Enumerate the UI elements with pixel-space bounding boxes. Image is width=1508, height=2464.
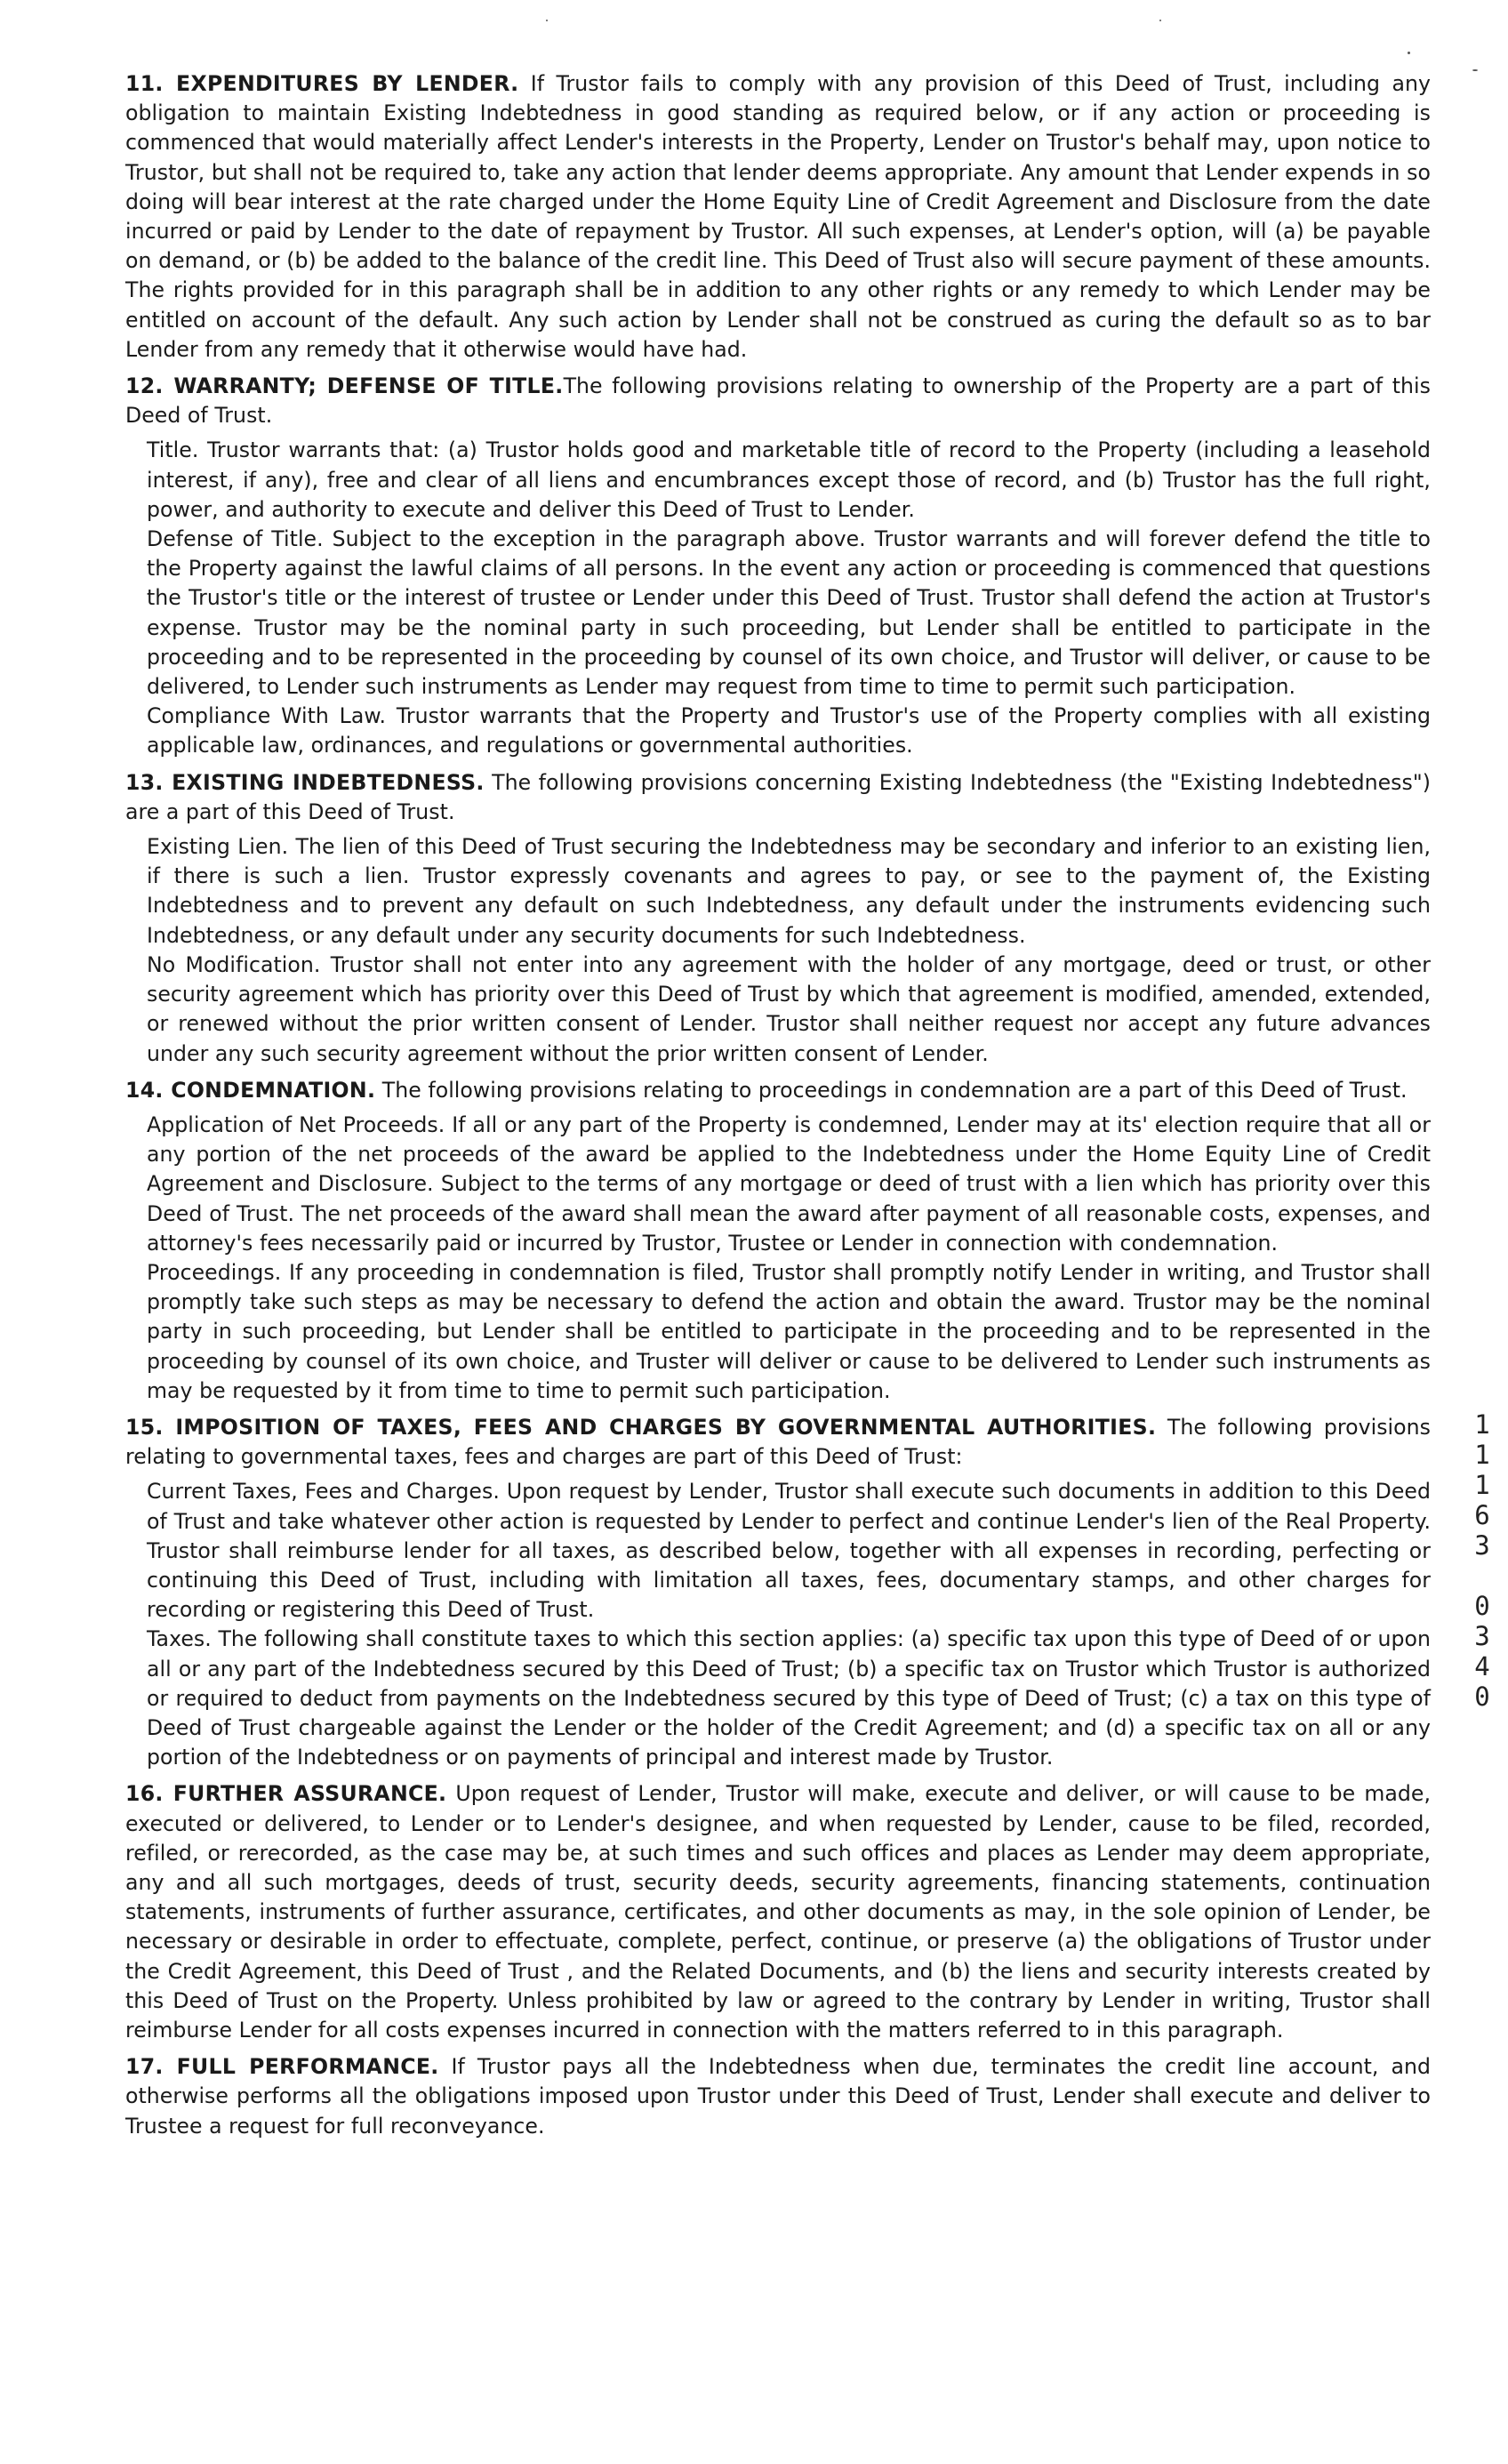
- section-13-existing-indebtedness: [125, 768, 1431, 1069]
- subsection-title: Title. Trustor warrants that: (a) Trustor holds good and marketable title of record to the Property (including a leasehold interest, if any), free and clear of all liens and encumbrances except those of record, and (b) Trustor has the full right, power, and authority to execute and deliver this Deed of Trust to Lender.: [147, 437, 1431, 522]
- stamp-gap: [1467, 1561, 1497, 1591]
- section-text: The following provisions relating to proceedings in condemnation are a part of this Deed of Trust.: [375, 1077, 1408, 1103]
- stamp-digit: 1: [1474, 1440, 1490, 1470]
- subsection-list: [147, 1111, 1431, 1406]
- subsection-current-taxes: Current Taxes, Fees and Charges. Upon request by Lender, Trustor shall execute such documents in addition to this Deed of Trust and take whatever other action is requested by Lender to perfect and continue Lender's lien of the Real Property. Trustor shall reimburse lender for all taxes, as described below, together with all expenses in recording, perfecting or continuing this Deed of Trust, including with limitation all taxes, fees, documentary stamps, and other charges for recording or registering this Deed of Trust.: [147, 1479, 1431, 1623]
- subsection-existing-lien: Existing Lien. The lien of this Deed of Trust securing the Indebtedness may be secondary and inferior to an existing lien, if there is such a lien. Trustor expressly covenants and agrees to pay, or see to the payment of, the Existing Indebtedness and to prevent any default on such Indebtedness, any default under the instruments evidencing such Indebtedness, or any default under any security documents for such Indebtedness.: [147, 834, 1431, 948]
- section-heading: 11. EXPENDITURES BY LENDER.: [125, 71, 519, 96]
- subsection-no-modification: No Modification. Trustor shall not enter into any agreement with the holder of any mortgage, deed or trust, or other security agreement which has priority over this Deed of Trust by which that agreement is modified, amended, extended, or renewed without the prior written consent of Lender. Trustor shall neither request nor accept any future advances under any such security agreement without the prior written consent of Lender.: [147, 951, 1431, 1066]
- subsection-defense-of-title: Defense of Title. Subject to the exception in the paragraph above. Trustor warrants and will forever defend the title to the Property against the lawful claims of all persons. In the event any action or proceeding is commenced that questions the Trustor's title or the interest of trustee or Lender under this Deed of Trust. Trustor shall defend the action at Trustor's expense. Trustor may be the nominal party in such proceeding, but Lender shall be entitled to participate in the proceeding and to be represented in the proceeding by counsel of its own choice, and Trustor will deliver, or cause to be delivered, to Lender such instruments as Lender may request from time to time to permit such participation.: [147, 526, 1431, 700]
- stamp-digit: 1: [1474, 1470, 1490, 1500]
- stamp-digit: 3: [1474, 1621, 1490, 1651]
- scan-speck: [1159, 20, 1161, 21]
- document-body: [125, 69, 1431, 2148]
- subsection-proceedings: Proceedings. If any proceeding in condemnation is filed, Trustor shall promptly notify Lender in writing, and Trustor shall promptly take such steps as may be necessary to defend the action and obtain the award. Trustor may be the nominal party in such proceeding, but Lender shall be entitled to participate in the proceeding and to be represented in the proceeding by counsel of its own choice, and Truster will deliver or cause to be delivered to Lender such instruments as may be requested by it from time to time to permit such participation.: [147, 1259, 1431, 1403]
- section-12-warranty: [125, 372, 1431, 761]
- section-14-condemnation: [125, 1076, 1431, 1406]
- section-15-taxes: [125, 1413, 1431, 1772]
- subsection-taxes: Taxes. The following shall constitute taxes to which this section applies: (a) specific tax upon this type of Deed of or upon all or any part of the Indebtedness secured by this Deed of Trust; (b) a specific tax on Trustor which Trustor is authorized or required to deduct from payments on the Indebtedness secured by this type of Deed of Trust; (c) a tax on this type of Deed of Trust chargeable against the Lender or the holder of the Credit Agreement; and (d) a specific tax on all or any portion of the Indebtedness or on payments of principal and interest made by Trustor.: [147, 1626, 1431, 1770]
- section-16-further-assurance: [125, 1779, 1431, 2045]
- section-text: The following provisions concerning Existing Indebtedness (the "Existing Indebtedness") are a part of this Deed of Trust.: [125, 769, 1432, 824]
- subsection-list: [147, 832, 1431, 1069]
- section-heading: 17. FULL PERFORMANCE.: [125, 2054, 439, 2080]
- stamp-digit: 1: [1474, 1409, 1490, 1440]
- section-heading: 16. FURTHER ASSURANCE.: [125, 1781, 447, 1807]
- subsection-compliance-with-law: Compliance With Law. Trustor warrants that the Property and Trustor's use of the Property complies with all existing applicable law, ordinances, and regulations or governmental authorities.: [147, 703, 1431, 758]
- stamp-digit: 4: [1474, 1651, 1490, 1681]
- section-heading: 15. IMPOSITION OF TAXES, FEES AND CHARGES BY GOVERNMENTAL AUTHORITIES.: [125, 1414, 1157, 1440]
- section-heading: 12. WARRANTY; DEFENSE OF TITLE.: [125, 373, 564, 399]
- stamp-digit: 0: [1474, 1681, 1490, 1712]
- section-text: If Trustor pays all the Indebtedness when due, terminates the credit line account, and otherwise performs all the obligations imposed upon Trustor under this Deed of Trust, Lender shall execute and deliver to Trustee a request for full reconveyance.: [125, 2054, 1431, 2139]
- section-text: Upon request of Lender, Trustor will make, execute and deliver, or will cause to be made, executed or delivered, to Lender or to Lender's designee, and when requested by Lender, cause to be filed, recorded, refiled, or rerecorded, as the case may be, at such times and such offices and places as Lender may deem appropriate, any and all such mortgages, deeds of trust, security deeds, security agreements, financing statements, continuation statements, instruments of further assurance, certificates, and other documents as may, in the sole opinion of Lender, be necessary or desirable in order to effectuate, complete, perfect, continue, or preserve (a) the obligations of Trustor under the Credit Agreement, this Deed of Trust , and the Related Documents, and (b) the liens and security interests created by this Deed of Trust on the Property. Unless prohibited by law or agreed to the contrary by Lender in writing, Trustor shall reimburse Lender for all costs expenses incurred in connection with the matters referred to in this paragraph.: [125, 1781, 1432, 2043]
- stamp-digit: 3: [1474, 1530, 1490, 1561]
- section-text: The following provisions relating to governmental taxes, fees and charges are part of this Deed of Trust:: [125, 1414, 1431, 1470]
- subsection-net-proceeds: Application of Net Proceeds. If all or any part of the Property is condemned, Lender may at its' election require that all or any portion of the net proceeds of the award be applied to the Indebtedness under the Home Equity Line of Credit Agreement and Disclosure. Subject to the terms of any mortgage or deed of trust with a lien which has priority over this Deed of Trust. The net proceeds of the award shall mean the award after payment of all reasonable costs, expenses, and attorney's fees necessarily paid or incurred by Trustor, Trustee or Lender in connection with condemnation.: [147, 1112, 1431, 1256]
- section-11-expenditures: [125, 69, 1431, 365]
- section-heading: 13. EXISTING INDEBTEDNESS.: [125, 769, 485, 795]
- scan-speck: [1408, 52, 1410, 54]
- subsection-list: [147, 1477, 1431, 1772]
- section-text: If Trustor fails to comply with any provision of this Deed of Trust, including any obligation to maintain Existing Indebtedness in good standing as required below, or if any action or proceeding is commenced that would materially affect Lender's interests in the Property, Lender on Trustor's behalf may, upon notice to Trustor, but shall not be required to, take any action that lender deems appropriate. Any amount that Lender expends in so doing will bear interest at the rate charged under the Home Equity Line of Credit Agreement and Disclosure from the date incurred or paid by Lender to the date of repayment by Trustor. All such expenses, at Lender's option, will (a) be payable on demand, or (b) be added to the balance of the credit line. This Deed of Trust also will secure payment of these amounts. The rights provided for in this paragraph shall be in addition to any other rights or any remedy to which Lender may be entitled on account of the default. Any such action by Lender shall not be construed as curing the default so as to bar Lender from any remedy that it otherwise would have had.: [125, 71, 1431, 362]
- stamp-digit: 0: [1474, 1591, 1490, 1621]
- scan-speck: [546, 20, 548, 21]
- scan-speck: [1472, 69, 1478, 71]
- section-text: The following provisions relating to ownership of the Property are a part of this Deed of Trust.: [125, 373, 1431, 429]
- section-17-full-performance: [125, 2052, 1431, 2141]
- subsection-list: [147, 436, 1431, 760]
- section-heading: 14. CONDEMNATION.: [125, 1077, 376, 1103]
- margin-document-number: [1467, 1409, 1497, 1712]
- stamp-digit: 6: [1474, 1500, 1490, 1530]
